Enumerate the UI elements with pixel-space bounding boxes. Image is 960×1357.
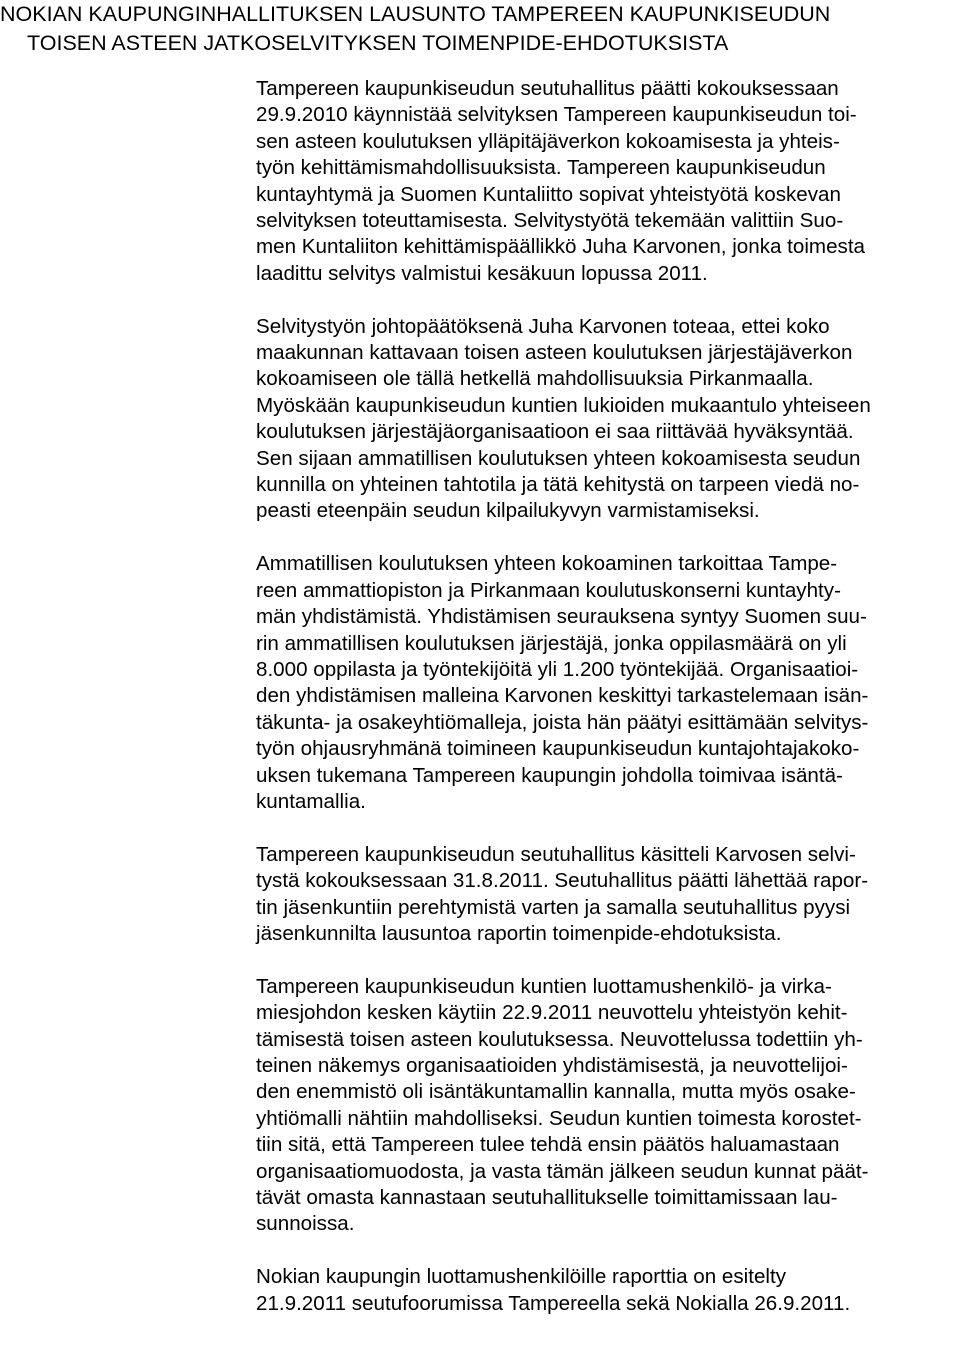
text-line: män yhdistämistä. Yhdistämisen seurauksena syntyy Suomen suu- xyxy=(256,605,867,629)
paragraph xyxy=(256,974,956,1238)
text-line: den yhdistämisen malleina Karvonen keskittyi tarkastelemaan isän- xyxy=(256,684,869,708)
text-line: maakunnan kattavaan toisen asteen koulutuksen järjestäjäverkon xyxy=(256,341,853,365)
text-line: Ammatillisen koulutuksen yhteen kokoaminen tarkoittaa Tampe- xyxy=(256,552,838,576)
text-line: kokoamiseen ole tällä hetkellä mahdollisuuksia Pirkanmaalla. xyxy=(256,367,814,391)
text-line: tämisestä toisen asteen koulutuksessa. Neuvottelussa todettiin yh- xyxy=(256,1027,863,1051)
text-line: reen ammattiopiston ja Pirkanmaan koulutuskonserni kuntayhty- xyxy=(256,578,841,602)
text-line: Myöskään kaupunkiseudun kuntien lukioiden mukaantulo yhteiseen xyxy=(256,393,871,417)
paragraph xyxy=(256,1264,956,1317)
paragraph xyxy=(256,314,956,525)
text-line: tiin sitä, että Tampereen tulee tehdä ensin päätös haluamastaan xyxy=(256,1133,840,1157)
document-title xyxy=(0,0,940,58)
text-line: Tampereen kaupunkiseudun kuntien luottamushenkilö- ja virka- xyxy=(256,974,832,998)
paragraph xyxy=(256,76,956,287)
text-line: tin jäsenkuntiin perehtymistä varten ja samalla seutuhallitus pyysi xyxy=(256,895,851,919)
paragraph xyxy=(256,842,956,948)
text-line: den enemmistö oli isäntäkuntamallin kannalla, mutta myös osake- xyxy=(256,1080,856,1104)
text-line: sen asteen koulutuksen ylläpitäjäverkon kokoamisesta ja yhteis- xyxy=(256,129,840,153)
text-line: työn ohjausryhmänä toimineen kaupunkiseudun kuntajohtajakoko- xyxy=(256,737,860,761)
text-line: organisaatiomuodosta, ja vasta tämän jälkeen seudun kunnat päät- xyxy=(256,1159,869,1183)
text-line: laadittu selvitys valmistui kesäkuun lopussa 2011. xyxy=(256,261,708,285)
title-line: NOKIAN KAUPUNGINHALLITUKSEN LAUSUNTO TAMPEREEN KAUPUNKISEUDUN xyxy=(0,2,831,26)
text-line: 29.9.2010 käynnistää selvityksen Tampereen kaupunkiseudun toi- xyxy=(256,103,857,127)
title-line: TOISEN ASTEEN JATKOSELVITYKSEN TOIMENPIDE-EHDOTUKSISTA xyxy=(27,31,729,55)
text-line: Selvitystyön johtopäätöksenä Juha Karvonen toteaa, ettei koko xyxy=(256,314,830,338)
text-line: Nokian kaupungin luottamushenkilöille raporttia on esitelty xyxy=(256,1265,787,1289)
text-line: rin ammatillisen koulutuksen järjestäjä, jonka oppilasmäärä on yli xyxy=(256,631,847,655)
text-line: uksen tukemana Tampereen kaupungin johdolla toimivaa isäntä- xyxy=(256,763,843,787)
text-line: selvityksen toteuttamisesta. Selvitystyötä tekemään valittiin Suo- xyxy=(256,209,844,233)
text-line: men Kuntaliiton kehittämispäällikkö Juha Karvonen, jonka toimesta xyxy=(256,235,865,259)
text-line: tävät omasta kannastaan seutuhallitukselle toimittamissaan lau- xyxy=(256,1186,838,1209)
paragraph xyxy=(256,551,956,815)
text-line: kuntayhtymä ja Suomen Kuntaliitto sopivat yhteistyötä koskevan xyxy=(256,182,841,206)
text-line: täkunta- ja osakeyhtiömalleja, joista hän päätyi esittämään selvitys- xyxy=(256,710,869,734)
text-line: kunnilla on yhteinen tahtotila ja tätä kehitystä on tarpeen viedä no- xyxy=(256,473,860,497)
text-line: tystä kokouksessaan 31.8.2011. Seutuhallitus päätti lähettää rapor- xyxy=(256,869,869,893)
text-line: 8.000 oppilasta ja työntekijöitä yli 1.200 työntekijää. Organisaatioi- xyxy=(256,657,859,681)
text-line: kuntamallia. xyxy=(256,789,366,813)
text-line: jäsenkunnilta lausuntoa raportin toimenpide-ehdotuksista. xyxy=(256,921,782,945)
text-line: 21.9.2011 seutufoorumissa Tampereella sekä Nokialla 26.9.2011. xyxy=(256,1291,851,1315)
text-line: miesjohdon kesken käytiin 22.9.2011 neuvottelu yhteistyön kehit- xyxy=(256,1001,848,1025)
text-line: koulutuksen järjestäjäorganisaatioon ei saa riittävää hyväksyntää. xyxy=(256,420,854,444)
text-line: Tampereen kaupunkiseudun seutuhallitus päätti kokouksessaan xyxy=(256,77,839,100)
document-body xyxy=(256,76,956,1343)
text-line: Tampereen kaupunkiseudun seutuhallitus käsitteli Karvosen selvi- xyxy=(256,842,856,866)
text-line: peasti eteenpäin seudun kilpailukyvyn varmistamiseksi. xyxy=(256,499,760,523)
text-line: teinen näkemys organisaatioiden yhdistämisestä, ja neuvottelijoi- xyxy=(256,1053,848,1077)
text-line: sunnoissa. xyxy=(256,1212,355,1236)
text-line: Sen sijaan ammatillisen koulutuksen yhteen kokoamisesta seudun xyxy=(256,446,861,470)
text-line: yhtiömalli nähtiin mahdolliseksi. Seudun kuntien toimesta korostet- xyxy=(256,1106,862,1130)
text-line: työn kehittämismahdollisuuksista. Tampereen kaupunkiseudun xyxy=(256,156,826,180)
